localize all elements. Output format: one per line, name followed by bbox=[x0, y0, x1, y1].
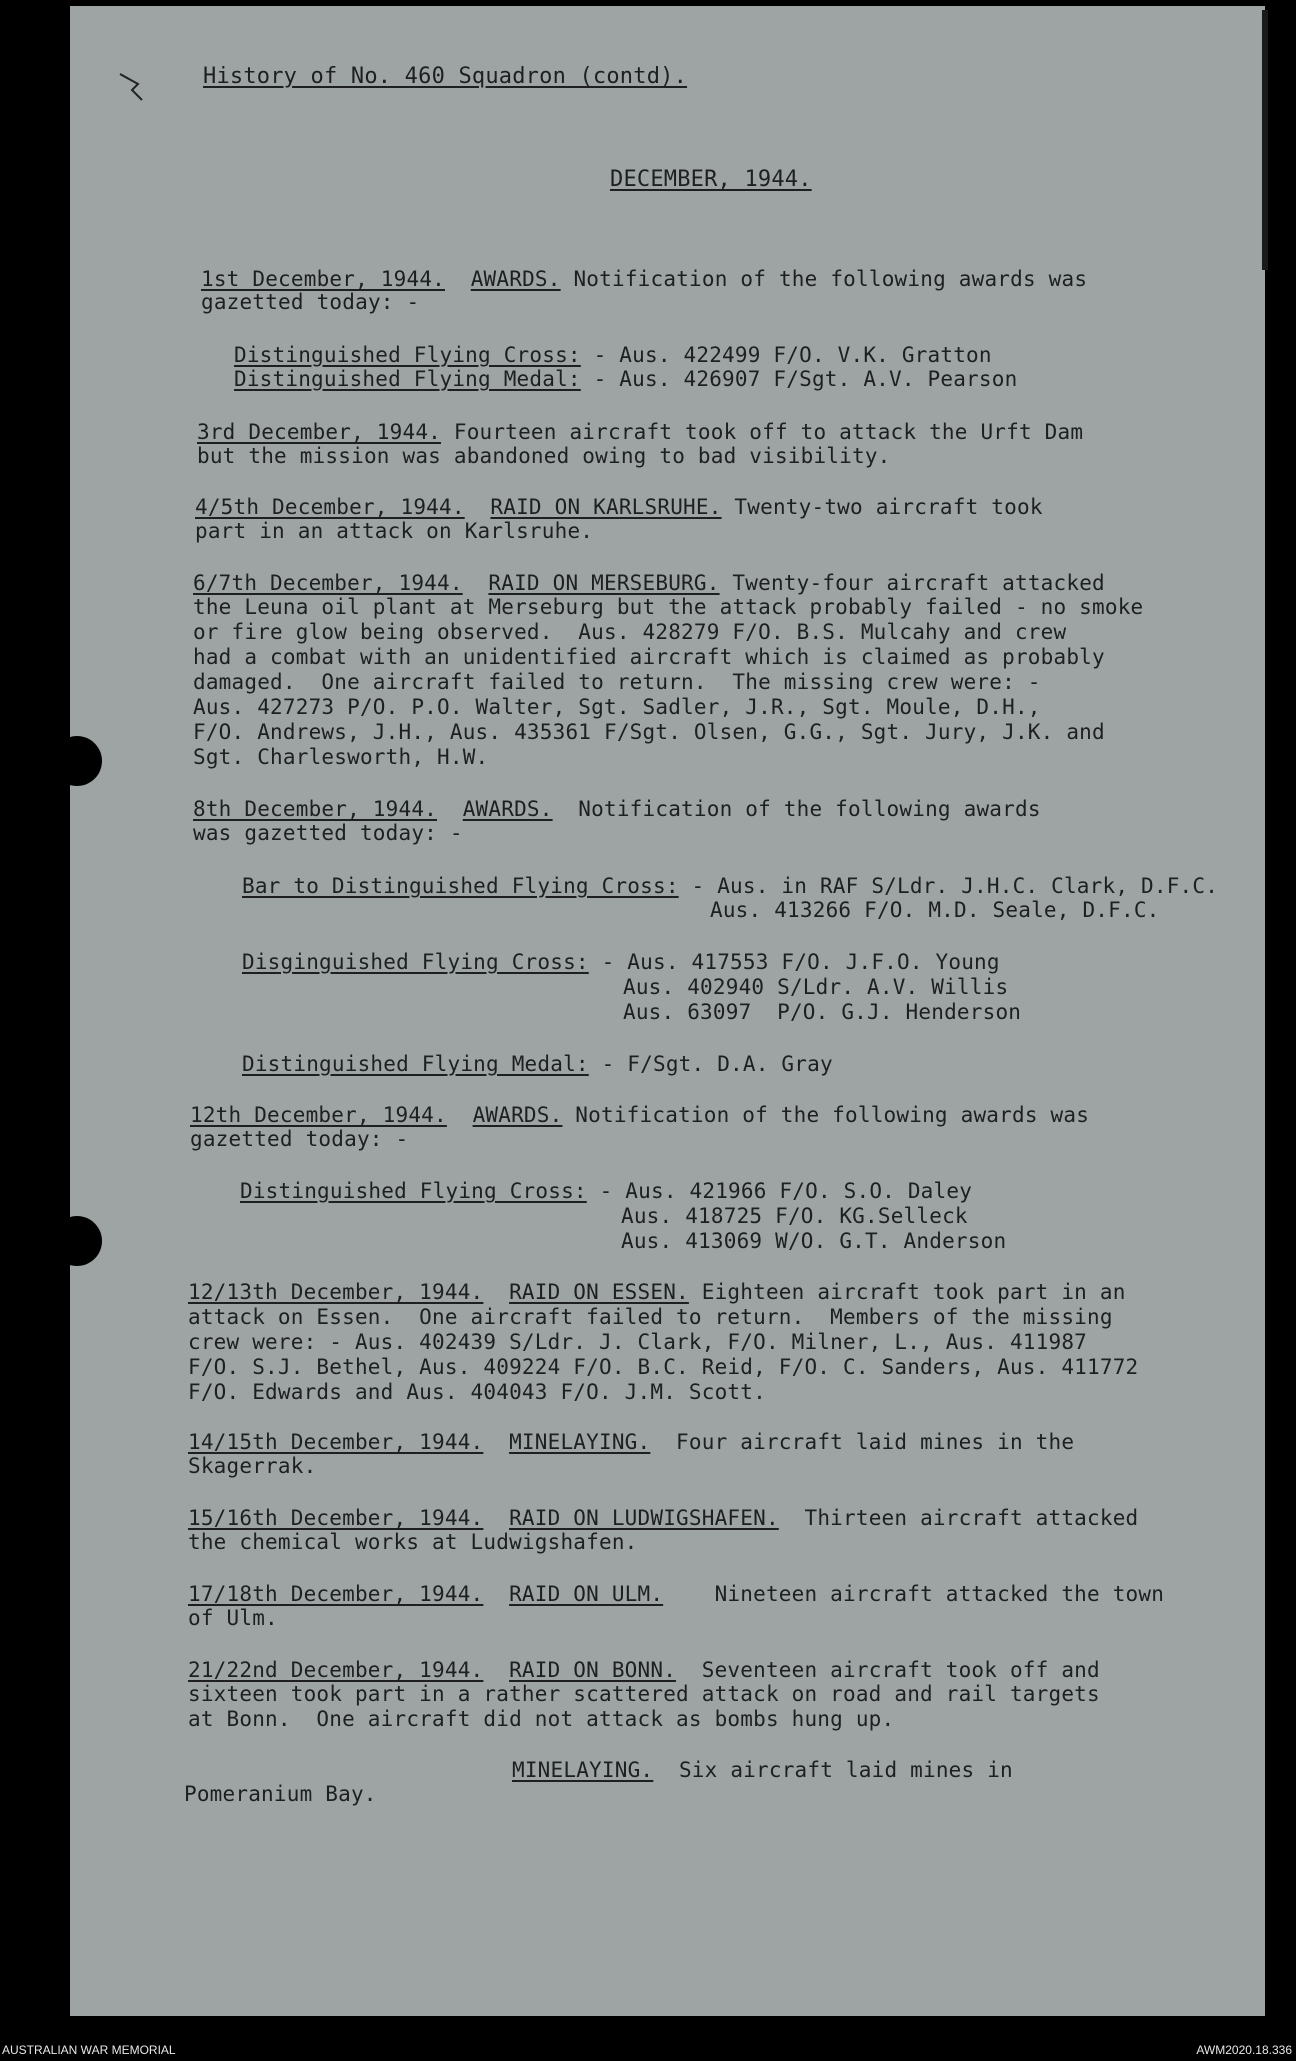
award-text: - F/Sgt. D.A. Gray bbox=[588, 1052, 833, 1076]
entry-6-line1 bbox=[190, 1103, 1089, 1128]
entry-tag: AWARDS. bbox=[470, 267, 561, 291]
punch-hole bbox=[52, 736, 102, 786]
entry-5-line2: was gazetted today: - bbox=[193, 821, 463, 845]
entry-date: 6/7th December, 1944. bbox=[193, 571, 463, 595]
award-line bbox=[240, 1179, 972, 1204]
entry-8-line1 bbox=[188, 1430, 1074, 1455]
entry-tag: RAID ON ULM. bbox=[509, 1582, 664, 1606]
entry-text: Thirteen aircraft attacked bbox=[778, 1506, 1139, 1530]
entry-tag: MINELAYING. bbox=[512, 1758, 654, 1782]
footer-source: AUSTRALIAN WAR MEMORIAL bbox=[2, 2043, 176, 2057]
entry-7-line1 bbox=[188, 1280, 1126, 1305]
award-line: Aus. 413069 W/O. G.T. Anderson bbox=[621, 1229, 1007, 1253]
entry-11-line1 bbox=[188, 1658, 1100, 1683]
award-text: - Aus. 426907 F/Sgt. A.V. Pearson bbox=[580, 367, 1018, 391]
award-text: - Aus. in RAF S/Ldr. J.H.C. Clark, D.F.C. bbox=[678, 874, 1219, 898]
entry-4-body: or fire glow being observed. Aus. 428279 F/O. B.S. Mulcahy and crew bbox=[193, 620, 1067, 644]
footer-reference: AWM2020.18.336 bbox=[1196, 2043, 1292, 2057]
entry-7-body: F/O. S.J. Bethel, Aus. 409224 F/O. B.C. Reid, F/O. C. Sanders, Aus. 411772 bbox=[188, 1355, 1139, 1379]
entry-2-line1 bbox=[197, 420, 1083, 445]
entry-date: 12/13th December, 1944. bbox=[188, 1280, 484, 1304]
award-line: Aus. 413266 F/O. M.D. Seale, D.F.C. bbox=[710, 898, 1160, 922]
award-line: Aus. 402940 S/Ldr. A.V. Willis bbox=[623, 975, 1009, 999]
entry-text: Nineteen aircraft attacked the town bbox=[663, 1582, 1165, 1606]
entry-3-line1 bbox=[195, 495, 1043, 520]
entry-text: Twenty-two aircraft took bbox=[721, 495, 1043, 519]
award-label: Distinguished Flying Medal: bbox=[242, 1052, 589, 1076]
entry-11-body: at Bonn. One aircraft did not attack as bombs hung up. bbox=[188, 1707, 895, 1731]
entry-1-line1 bbox=[201, 267, 1087, 292]
entry-4-body: the Leuna oil plant at Merseburg but the attack probably failed - no smoke bbox=[193, 595, 1144, 619]
entry-text: Seventeen aircraft took off and bbox=[676, 1658, 1100, 1682]
entry-4-line1 bbox=[193, 571, 1105, 596]
entry-tag: RAID ON ESSEN. bbox=[509, 1280, 689, 1304]
entry-4-body: Sgt. Charlesworth, H.W. bbox=[193, 745, 489, 769]
entry-tag: RAID ON BONN. bbox=[509, 1658, 677, 1682]
award-label: Distinguished Flying Cross: bbox=[234, 343, 581, 367]
entry-date: 12th December, 1944. bbox=[190, 1103, 447, 1127]
month-title: DECEMBER, 1944. bbox=[610, 167, 812, 192]
entry-date: 14/15th December, 1944. bbox=[188, 1430, 484, 1454]
entry-4-body: Aus. 427273 P/O. P.O. Walter, Sgt. Sadler, J.R., Sgt. Moule, D.H., bbox=[193, 695, 1041, 719]
corner-fold-mark bbox=[118, 70, 148, 106]
award-line: Aus. 63097 P/O. G.J. Henderson bbox=[623, 1000, 1022, 1024]
entry-6-line2: gazetted today: - bbox=[190, 1127, 409, 1151]
entry-12-line1 bbox=[512, 1758, 1013, 1783]
award-label: Distinguished Flying Medal: bbox=[234, 367, 581, 391]
award-line bbox=[234, 343, 992, 368]
award-label: Disginguished Flying Cross: bbox=[242, 950, 589, 974]
entry-10-line2: of Ulm. bbox=[188, 1606, 278, 1630]
award-text: - Aus. 422499 F/O. V.K. Gratton bbox=[580, 343, 992, 367]
entry-1-line2: gazetted today: - bbox=[201, 290, 420, 314]
entry-4-body: had a combat with an unidentified aircraft which is claimed as probably bbox=[193, 645, 1105, 669]
entry-11-body: sixteen took part in a rather scattered attack on road and rail targets bbox=[188, 1682, 1100, 1706]
award-label: Distinguished Flying Cross: bbox=[240, 1179, 587, 1203]
entry-7-body: F/O. Edwards and Aus. 404043 F/O. J.M. Scott. bbox=[188, 1380, 766, 1404]
award-line bbox=[242, 1052, 833, 1077]
entry-4-body: damaged. One aircraft failed to return. The missing crew were: - bbox=[193, 670, 1041, 694]
entry-text: Six aircraft laid mines in bbox=[653, 1758, 1013, 1782]
entry-text: Notification of the following awards bbox=[552, 797, 1041, 821]
entry-tag: RAID ON MERSEBURG. bbox=[488, 571, 720, 595]
entry-8-line2: Skagerrak. bbox=[188, 1454, 317, 1478]
entry-date: 21/22nd December, 1944. bbox=[188, 1658, 484, 1682]
entry-text: Notification of the following awards was bbox=[560, 267, 1088, 291]
entry-9-line2: the chemical works at Ludwigshafen. bbox=[188, 1530, 638, 1554]
entry-date: 3rd December, 1944. bbox=[197, 420, 442, 444]
punch-hole bbox=[52, 1216, 102, 1266]
entry-text: Notification of the following awards was bbox=[562, 1103, 1090, 1127]
entry-text: Four aircraft laid mines in the bbox=[650, 1430, 1075, 1454]
entry-7-body: attack on Essen. One aircraft failed to return. Members of the missing bbox=[188, 1305, 1113, 1329]
page-edge-shadow bbox=[1262, 10, 1268, 270]
award-line bbox=[234, 367, 1017, 392]
entry-tag: RAID ON KARLSRUHE. bbox=[490, 495, 722, 519]
entry-tag: RAID ON LUDWIGSHAFEN. bbox=[509, 1506, 779, 1530]
entry-tag: AWARDS. bbox=[462, 797, 553, 821]
entry-date: 8th December, 1944. bbox=[193, 797, 438, 821]
entry-10-line1 bbox=[188, 1582, 1164, 1607]
award-text: - Aus. 417553 F/O. J.F.O. Young bbox=[588, 950, 1000, 974]
entry-date: 1st December, 1944. bbox=[201, 267, 446, 291]
entry-date: 4/5th December, 1944. bbox=[195, 495, 465, 519]
entry-7-body: crew were: - Aus. 402439 S/Ldr. J. Clark, F/O. Milner, L., Aus. 411987 bbox=[188, 1330, 1088, 1354]
entry-tag: MINELAYING. bbox=[509, 1430, 651, 1454]
entry-2-line2: but the mission was abandoned owing to bad visibility. bbox=[197, 444, 891, 468]
entry-date: 17/18th December, 1944. bbox=[188, 1582, 484, 1606]
award-label: Bar to Distinguished Flying Cross: bbox=[242, 874, 679, 898]
entry-9-line1 bbox=[188, 1506, 1138, 1531]
award-line bbox=[242, 950, 1000, 975]
entry-5-line1 bbox=[193, 797, 1041, 822]
entry-text: Twenty-four aircraft attacked bbox=[719, 571, 1105, 595]
document-header: History of No. 460 Squadron (contd). bbox=[203, 64, 688, 89]
award-line bbox=[242, 874, 1218, 899]
entry-date: 15/16th December, 1944. bbox=[188, 1506, 484, 1530]
entry-3-line2: part in an attack on Karlsruhe. bbox=[195, 519, 594, 543]
entry-12-line2: Pomeranium Bay. bbox=[184, 1782, 377, 1806]
entry-text: Eighteen aircraft took part in an bbox=[688, 1280, 1126, 1304]
award-line: Aus. 418725 F/O. KG.Selleck bbox=[621, 1204, 968, 1228]
entry-text: Fourteen aircraft took off to attack the Urft Dam bbox=[441, 420, 1084, 444]
entry-4-body: F/O. Andrews, J.H., Aus. 435361 F/Sgt. Olsen, G.G., Sgt. Jury, J.K. and bbox=[193, 720, 1105, 744]
award-text: - Aus. 421966 F/O. S.O. Daley bbox=[586, 1179, 973, 1203]
entry-tag: AWARDS. bbox=[472, 1103, 563, 1127]
